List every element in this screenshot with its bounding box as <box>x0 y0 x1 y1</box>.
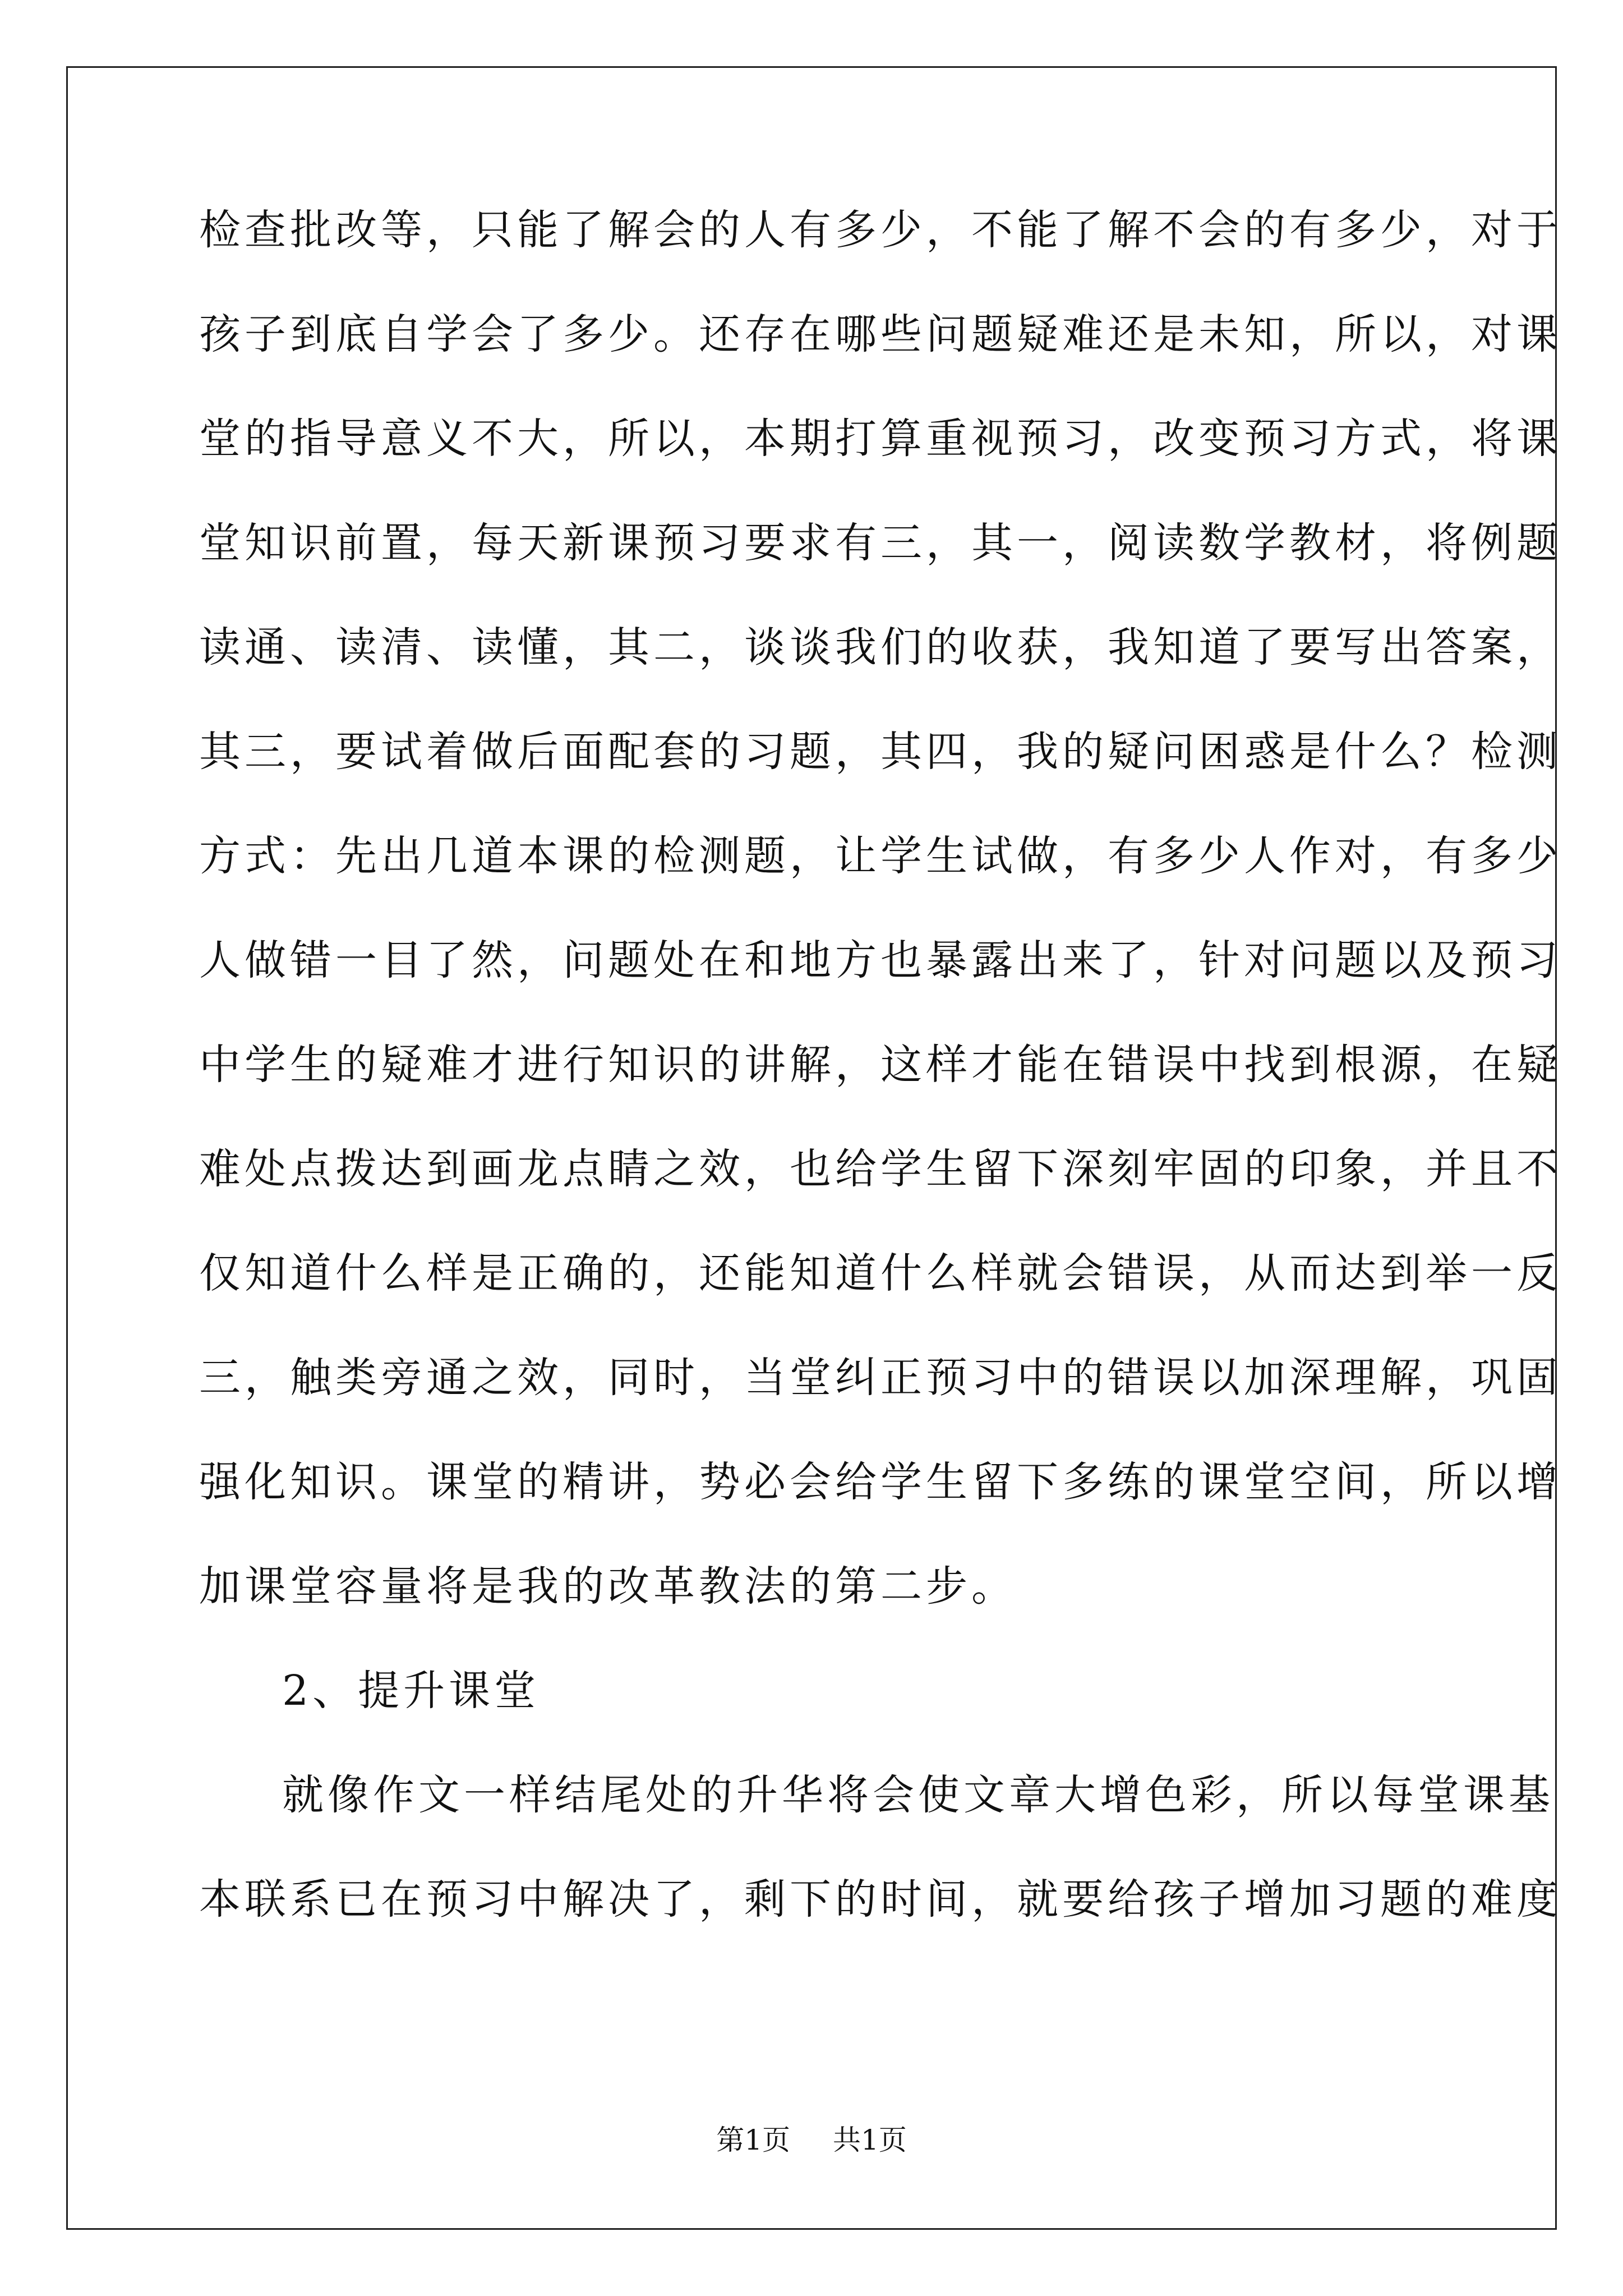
text-line: 三，触类旁通之效，同时，当堂纠正预习中的错误以加深理解，巩固 <box>199 1354 1562 1402</box>
text-line: 就像作文一样结尾处的升华将会使文章大增色彩，所以每堂课基 <box>282 1771 1554 1819</box>
text-line: 其三，要试着做后面配套的习题，其四，我的疑问困惑是什么？检测 <box>199 728 1562 776</box>
text-line: 仅知道什么样是正确的，还能知道什么样就会错误，从而达到举一反 <box>199 1249 1562 1297</box>
text-line: 堂知识前置，每天新课预习要求有三，其一，阅读数学教材，将例题 <box>199 519 1562 567</box>
text-line: 孩子到底自学会了多少。还存在哪些问题疑难还是未知，所以，对课 <box>199 310 1562 358</box>
text-line: 检查批改等，只能了解会的人有多少，不能了解不会的有多少，对于 <box>199 206 1562 254</box>
page-number: 第1页 <box>716 2124 791 2156</box>
text-line: 强化知识。课堂的精讲，势必会给学生留下多练的课堂空间，所以增 <box>199 1458 1562 1506</box>
text-line: 人做错一目了然，问题处在和地方也暴露出来了，针对问题以及预习 <box>199 936 1562 984</box>
text-line: 方式：先出几道本课的检测题，让学生试做，有多少人作对，有多少 <box>199 832 1562 880</box>
text-line: 加课堂容量将是我的改革教法的第二步。 <box>199 1562 1017 1611</box>
text-line: 堂的指导意义不大，所以，本期打算重视预习，改变预习方式，将课 <box>199 415 1562 463</box>
text-line: 读通、读清、读懂，其二，谈谈我们的收获，我知道了要写出答案， <box>199 623 1562 671</box>
page-total: 共1页 <box>832 2124 907 2156</box>
text-line: 难处点拨达到画龙点睛之效，也给学生留下深刻牢固的印象，并且不 <box>199 1145 1562 1193</box>
text-line: 中学生的疑难才进行知识的讲解，这样才能在错误中找到根源，在疑 <box>199 1041 1562 1089</box>
section-heading: 2、提升课堂 <box>282 1667 540 1715</box>
text-line: 本联系已在预习中解决了，剩下的时间，就要给孩子增加习题的难度 <box>199 1875 1562 1924</box>
page-footer <box>0 2120 1623 2160</box>
